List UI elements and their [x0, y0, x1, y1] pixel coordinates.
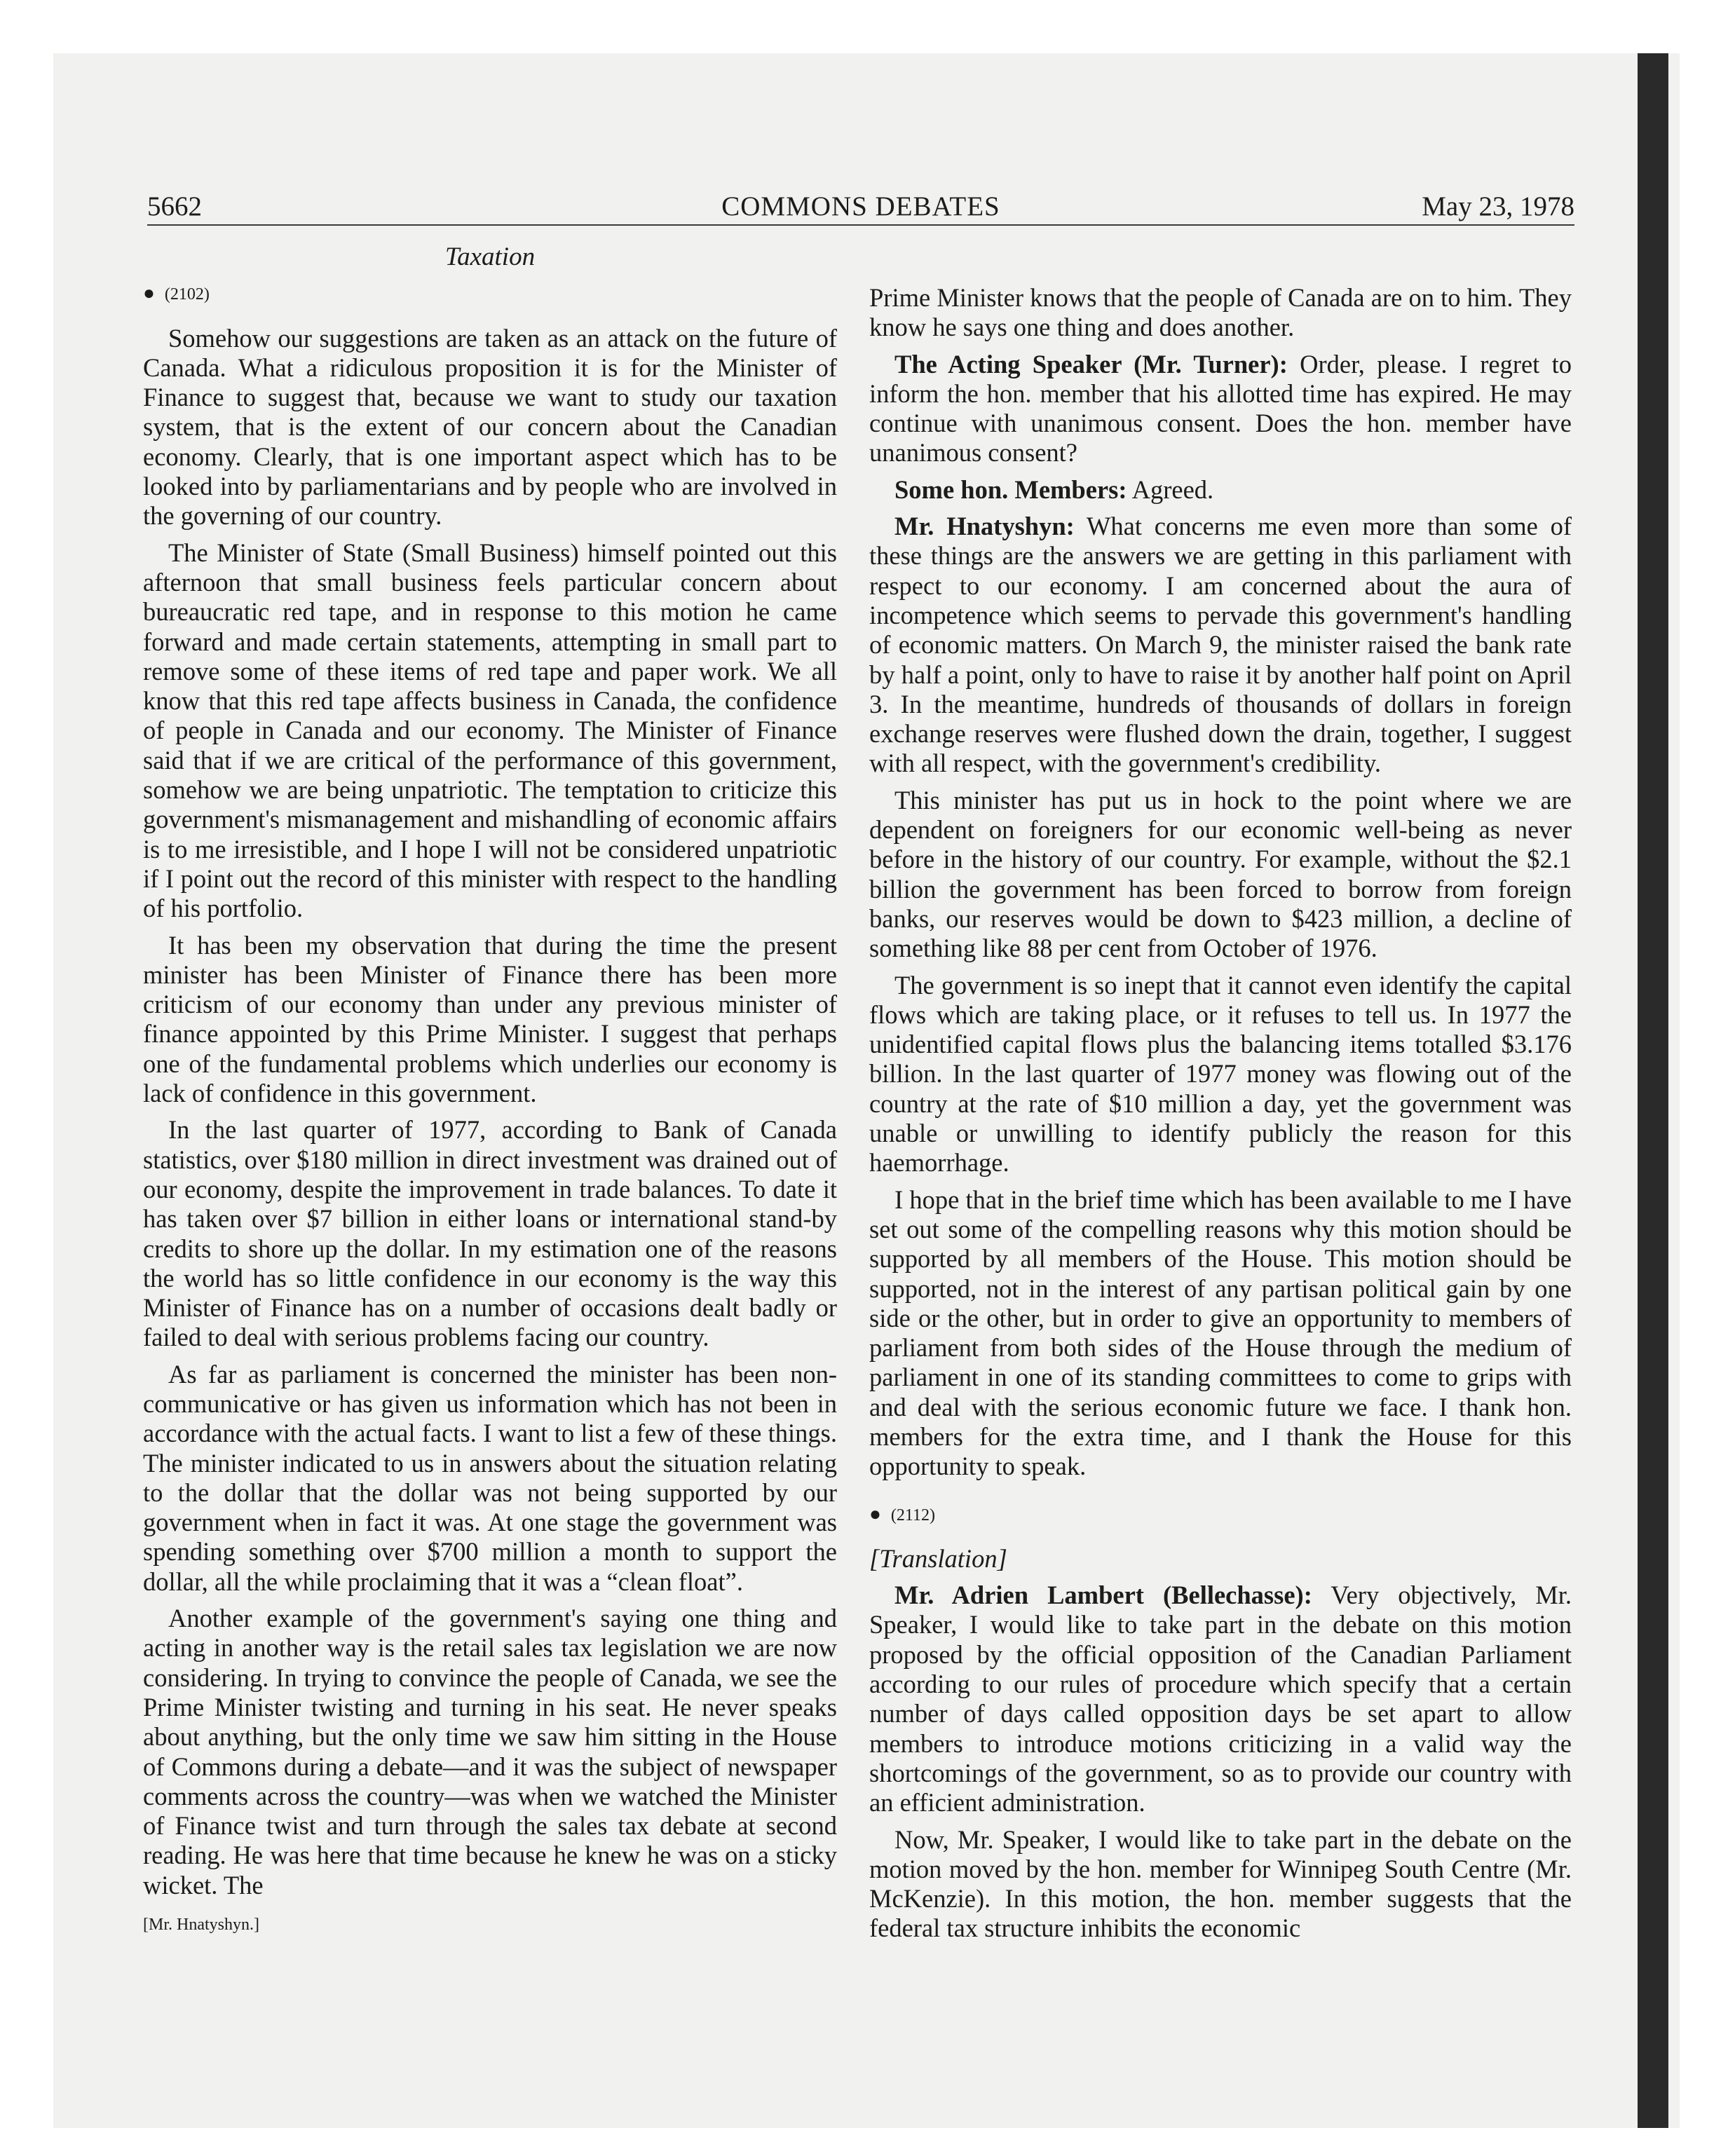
- paragraph: Now, Mr. Speaker, I would like to take part in the debate on the motion moved by the hon. member for Winnipeg South Centre (Mr. McKenzie). In this motion, the hon. member suggests that the federal tax structure inhibits the economic: [869, 1824, 1572, 1943]
- right-column: [869, 283, 1572, 1951]
- bullet-icon: ●: [869, 1503, 881, 1525]
- translation-label: [Translation]: [869, 1543, 1007, 1573]
- bullet-icon: ●: [143, 282, 155, 305]
- speaker-footnote: [Mr. Hnatyshyn.]: [143, 1916, 259, 1935]
- paragraph: This minister has put us in hock to the point where we are dependent on foreigners for our economic well-being as never before in the history of our country. For example, without the $2.1 billion the government has been forced to borrow from foreign banks, our reserves would be down to $423 million, a decline of something like 88 per cent from October of 1976.: [869, 785, 1572, 963]
- speech-paragraph: [869, 512, 1572, 779]
- speech-text: Agreed.: [1127, 475, 1214, 504]
- section-title: Taxation: [444, 243, 536, 271]
- time-marker-label: (2102): [164, 285, 210, 304]
- speaker-name: Some hon. Members:: [894, 475, 1127, 504]
- time-marker: [143, 279, 837, 309]
- paragraph: As far as parliament is concerned the minister has been non-communicative or has given us information which has not been in accordance with the actual facts. I want to list a few of these things. The minister indicated to us in answers about the situation relating to the dollar that the dollar was not being supported by our government when in fact it was. At one stage the government was spending something over $700 million a month to support the dollar, all the while proclaiming that it was a “clean float”.: [143, 1359, 837, 1596]
- paragraph: Somehow our suggestions are taken as an attack on the future of Canada. What a ridiculous proposition it is for the Minister of Finance to suggest that, because we want to study our taxation system, that is the extent of our concern about the Canadian economy. Clearly, that is one important aspect which has to be looked into by parliamentarians and by people who are involved in the governing of our country.: [143, 323, 837, 531]
- paragraph: Another example of the government's saying one thing and acting in another way is the retail sales tax legislation we are now considering. In trying to convince the people of Canada, we see the Prime Minister twisting and turning in his seat. He never speaks about anything, but the only time we saw him sitting in the House of Commons during a debate—and it was the subject of newspaper comments across the country—was when we watched the Minister of Finance twist and turn through the sales tax debate at second reading. He was here that time because he knew he was on a sticky wicket. The: [143, 1604, 837, 1899]
- scan-edge-bar: [1638, 53, 1668, 2128]
- left-column: [143, 243, 837, 1939]
- speaker-name: Mr. Adrien Lambert (Bellechasse):: [894, 1581, 1312, 1610]
- paragraph: I hope that in the brief time which has been available to me I have set out some of the compelling reasons why this motion should be supported by all members of the House. This motion should be supported, not in the interest of any partisan political gain by one side or the other, but in order to give an opportunity to members of parliament from both sides of the House through the medium of parliament in one of its standing committees to come to grips with and deal with the serious economic future we face. I thank hon. members for the extra time, and I thank the House for this opportunity to speak.: [869, 1185, 1572, 1481]
- speaker-name: The Acting Speaker (Mr. Turner):: [894, 349, 1288, 378]
- speech-text: Order, please. I regret to inform the hon. member that his allotted time has expired. He may continue with unanimous consent. Does the hon. member have unanimous consent?: [869, 349, 1572, 468]
- page-number: 5662: [147, 191, 202, 221]
- speech-text: Very objectively, Mr. Speaker, I would like to take part in the debate on this motion proposed by the official opposition of the Canadian Parliament according to our rules of procedure which specify that a certain number of days called opposition days be set apart to allow members to introduce motions criticizing in a valid way the shortcomings of the government, so as to provide our country with an efficient administration.: [869, 1581, 1572, 1817]
- speech-paragraph: [869, 475, 1572, 505]
- speaker-name: Mr. Hnatyshyn:: [894, 512, 1075, 541]
- paragraph: In the last quarter of 1977, according to Bank of Canada statistics, over $180 million in direct investment was drained out of our economy, despite the improvement in trade balances. To date it has taken over $7 billion in either loans or international stand-by credits to shore up the dollar. In my estimation one of the reasons the world has so little confidence in our economy is the way this Minister of Finance has on a number of occasions dealt badly or failed to deal with serious problems facing our country.: [143, 1115, 837, 1352]
- header-date: May 23, 1978: [1422, 191, 1574, 221]
- speech-paragraph: [869, 1581, 1572, 1817]
- running-title: COMMONS DEBATES: [721, 191, 1000, 221]
- time-marker-label: (2112): [890, 1506, 936, 1524]
- time-marker: [869, 1500, 1572, 1530]
- paragraph: It has been my observation that during the time the present minister has been Minister of Finance there has been more criticism of our economy than under any previous minister of finance appointed by this Prime Minister. I suggest that perhaps one of the fundamental problems which underlies our economy is lack of confidence in this government.: [143, 930, 837, 1108]
- paragraph: Prime Minister knows that the people of Canada are on to him. They know he says one thing and does another.: [869, 283, 1572, 342]
- paragraph: The government is so inept that it cannot even identify the capital flows which are taking place, or it refuses to tell us. In 1977 the unidentified capital flows plus the balancing items totalled $3.176 billion. In the last quarter of 1977 money was flowing out of the country at the rate of $10 million a day, yet the government was unable or unwilling to identify publicly the reason for this haemorrhage.: [869, 970, 1572, 1178]
- paragraph: The Minister of State (Small Business) himself pointed out this afternoon that small business feels particular concern about bureaucratic red tape, and in response to this motion he came forward and made certain statements, attempting in small part to remove some of these items of red tape and paper work. We all know that this red tape affects business in Canada, the confidence of people in Canada and our economy. The Minister of Finance said that if we are critical of the performance of this government, somehow we are being unpatriotic. The temptation to criticize this government's mismanagement and mishandling of economic affairs is to me irresistible, and I hope I will not be considered unpatriotic if I point out the record of this minister with respect to the handling of his portfolio.: [143, 538, 837, 923]
- speech-text: What concerns me even more than some of these things are the answers we are getting in this parliament with respect to our economy. I am concerned about the aura of incompetence which seems to pervade this government's handling of economic matters. On March 9, the minister raised the bank rate by half a point, only to have to raise it by another half point on April 3. In the meantime, hundreds of thousands of dollars in foreign exchange reserves were flushed down the drain, together, I suggest with all respect, with the government's credibility.: [869, 512, 1572, 778]
- speech-paragraph: [869, 350, 1572, 468]
- page-header: [147, 188, 1574, 226]
